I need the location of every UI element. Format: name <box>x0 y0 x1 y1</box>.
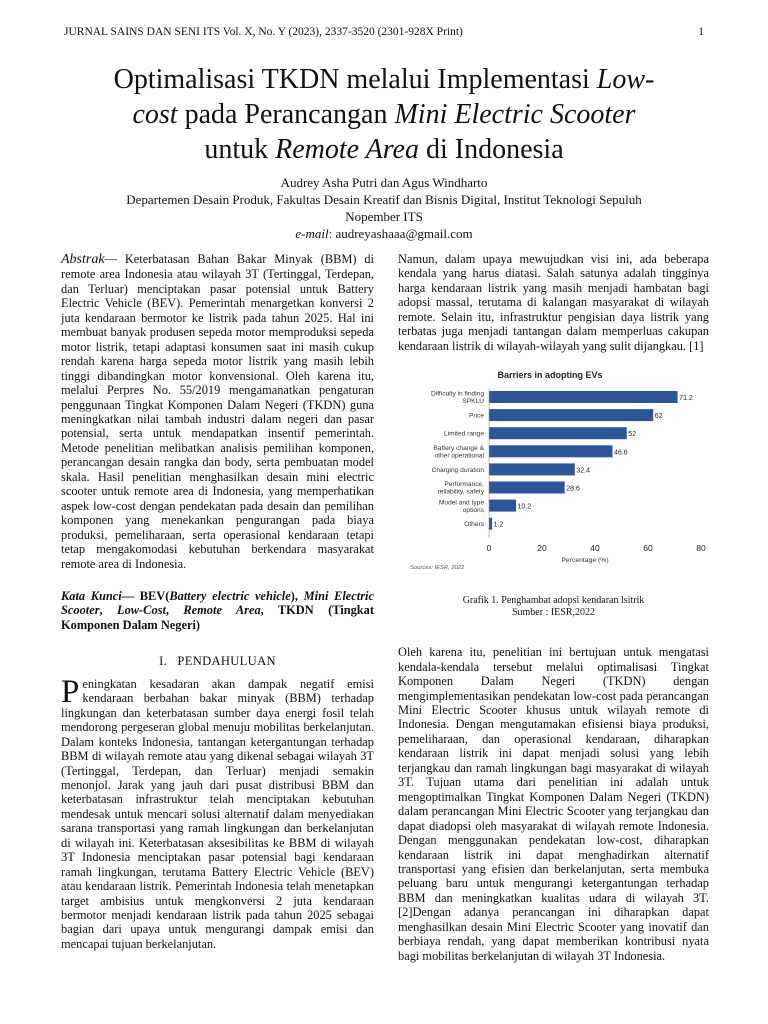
category-label: options <box>462 506 484 514</box>
keyword-text: , <box>165 603 184 618</box>
keyword-text: , TKDN (Tingkat Komponen Dalam Negeri) <box>61 603 374 632</box>
bar-value-label: 46.6 <box>613 449 628 457</box>
chart-bar <box>489 391 678 403</box>
journal-citation: JURNAL SAINS DAN SENI ITS Vol. X, No. Y (2023), 2337-3520 (2301-928X Print) <box>64 26 463 38</box>
chart-bar <box>489 464 575 476</box>
title-part-italic: Low- <box>596 64 655 95</box>
section-heading: I. PENDAHULUAN <box>159 654 276 669</box>
chart-bar <box>489 518 492 530</box>
category-label: Charging duration <box>431 467 484 475</box>
email-separator: : <box>328 226 336 241</box>
right-column <box>398 252 709 963</box>
title-part-italic: Mini Electric Scooter <box>394 99 636 130</box>
paragraph-2: Oleh karena itu, penelitian ini bertujuan untuk mengatasi kendala-kendala tersebut melalui optimalisasi Tingkat Komponen Dalam Negeri (TKDN) dengan mengimplementasikan pendekatan low-cost pada perancangan Mini Electric Scooter khusus untuk wilayah remote di Indonesia. Dengan mengutamakan efisiensi biaya produksi, pemeliharaan, dan operasional kendaraan, diharapkan kendaraan listrik ini dapat menjadi solusi yang lebih terjangkau dan ramah lingkungan bagi masyarakat di wilayah 3T. Tujuan utama dari penelitian ini adalah untuk mengoptimalkan Tingkat Komponen Dalam Negeri (TKDN) dalam perancangan Mini Electric Scooter yang terjangkau dan dapat diadopsi oleh masyarakat di wilayah remote Indonesia. Dengan menggunakan pendekatan low-cost, diharapkan kendaraan listrik ini dapat menghadirkan alternatif transportasi yang efisien dan berkelanjutan, serta membuka peluang baru untuk mengurangi ketergantungan terhadap BBM dan meningkatkan kualitas udara di wilayah 3T. [2]Dengan adanya perancangan ini diharapkan dapat menghasilkan desain Mini Electric Scooter yang inovatif dan berbiaya rendah, yang dapat memberikan kontribusi nyata bagi mobilitas berkelanjutan di wilayah 3T Indonesia. <box>398 645 709 963</box>
figure-caption <box>398 595 709 619</box>
bar-value-label: 28.6 <box>566 485 580 493</box>
keyword-text: BEV( <box>139 588 170 603</box>
abstract-label: Abstrak <box>61 252 105 267</box>
chart-bar <box>489 482 565 494</box>
category-label: Battery change & <box>433 445 484 453</box>
bar-value-label: 62 <box>654 413 663 421</box>
keyword-italic: Low-Cost <box>117 603 166 618</box>
category-label: Price <box>468 412 484 420</box>
barriers-chart <box>398 369 709 587</box>
affiliation-line-1: Departemen Desain Produk, Fakultas Desain Kreatif dan Bisnis Digital, Institut Teknologi Sepuluh <box>126 192 642 207</box>
keyword-italic: Battery electric vehicle <box>169 588 291 603</box>
author-block <box>90 174 678 242</box>
keywords <box>61 589 374 632</box>
intro-text: eningkatan kesadaran akan dampak negatif emisi kendaraan berbahan bakar minyak (BBM) terhadap lingkungan dan keterbatasan sumber daya energi fosil telah mendorong pergeseran global menuju mobilitas berkelanjutan. Dalam konteks Indonesia, tantangan ketergantungan terhadap BBM di wilayah remote atau yang dikenal sebagai wilayah 3T (Tertinggal, Terdepan, dan Terluar) menjadi semakin menonjol. Jarak yang jauh dari pusat distribusi BBM dan keterbatasan infrastruktur telah menciptakan kebutuhan mendesak untuk mencari solusi alternatif dalam menyediakan sarana transportasi yang ramah lingkungan dan berkelanjutan di wilayah ini. Keterbatasan aksesibilitas ke BBM di wilayah 3T Indonesia menciptakan pasar potensial bagi kendaraan ramah lingkungan, terutama Battery Electric Vehicle (BEV) atau kendaraan listrik. Pemerintah Indonesia telah menetapkan target ambisius untuk mengkonversi 2 juta kendaraan bermotor menjadi kendaraan listrik pada tahun 2025 sebagai bagian dari upaya untuk mengurangi dampak emisi dan mencapai tujuan berkelanjutan. <box>61 676 374 951</box>
bar-value-label: 71.2 <box>679 395 693 403</box>
abstract <box>61 252 374 571</box>
caption-title: Grafik 1. Penghambat adopsi kendaran lsitrik <box>462 595 645 607</box>
paragraph-1: Namun, dalam upaya mewujudkan visi ini, ada beberapa kendala yang harus diatasi. Salah satunya adalah tingginya harga kendaraan listrik yang masih menjadi hambatan bagi adopsi massal, terutama di kalangan masyarakat di wilayah remote. Selain itu, infrastruktur pengisian daya listrik yang terbatas juga menjadi tantangan dalam memperluas cakupan kendaraan listrik di wilayah-wilayah yang sulit dijangkau. [1] <box>398 252 709 353</box>
x-tick-label: 20 <box>537 542 547 553</box>
category-label: Model and type <box>438 499 484 507</box>
drop-cap: P <box>61 673 80 710</box>
paper-title <box>40 62 728 167</box>
email-line <box>90 225 678 242</box>
chart-source: Sources: IESR, 2022 <box>410 564 465 571</box>
category-label: reliability, safety <box>437 488 484 496</box>
x-tick-label: 0 <box>486 542 492 553</box>
title-part-italic: Remote Area <box>275 134 419 165</box>
email-address: audreyashaaa@gmail.com <box>335 226 473 241</box>
intro-paragraph <box>61 673 374 952</box>
chart-bar <box>489 445 612 457</box>
abstract-dash: — <box>104 252 125 266</box>
category-label: Performance, <box>444 481 484 489</box>
author-names: Audrey Asha Putri dan Agus Windharto <box>280 175 488 190</box>
chart-figure <box>398 369 709 587</box>
running-header <box>64 26 704 42</box>
keyword-text: , <box>99 603 118 618</box>
left-column <box>61 252 374 951</box>
title-part: Optimalisasi TKDN melalui Implementasi <box>113 64 597 95</box>
keywords-label: Kata Kunci— <box>61 588 140 603</box>
keyword-text: ), <box>290 588 304 603</box>
keyword-italic: Remote Area <box>183 603 261 618</box>
email-label: e-mail <box>295 226 329 241</box>
category-label: Others <box>464 521 484 529</box>
x-tick-label: 40 <box>590 542 600 553</box>
page-number: 1 <box>698 26 704 38</box>
chart-bar <box>489 427 627 439</box>
bar-value-label: 1.2 <box>493 521 504 529</box>
category-label: Difficulty in finding <box>430 390 484 398</box>
category-label: Limited range <box>444 430 484 438</box>
title-part: di Indonesia <box>418 134 564 165</box>
chart-title: Barriers in adopting EVs <box>497 370 603 381</box>
title-part-italic: cost <box>132 99 178 130</box>
x-tick-label: 80 <box>696 542 706 553</box>
chart-bar <box>489 409 653 421</box>
affiliation-line-2: Nopember ITS <box>345 209 423 224</box>
category-label: SPKLU <box>462 398 484 406</box>
bar-value-label: 10.2 <box>517 503 532 511</box>
title-part: pada Perancangan <box>177 99 395 130</box>
caption-source: Sumber : IESR,2022 <box>511 607 596 619</box>
bar-value-label: 52 <box>628 431 637 439</box>
x-axis-label: Percentage (%) <box>561 556 609 564</box>
chart-bar <box>489 500 516 512</box>
x-tick-label: 60 <box>643 542 653 553</box>
bar-value-label: 32.4 <box>576 467 590 475</box>
abstract-text: Keterbatasan Bahan Bakar Minyak (BBM) di remote area Indonesia atau wilayah 3T (Tertinggal, Terdepan, dan Terluar) menciptakan pasar potensial untuk Battery Electric Vehicle (BEV). Pemerintah menargetkan konversi 2 juta kendaraan bermotor ke listrik pada tahun 2025. Hal ini membuat banyak produsen sepeda motor memproduksi sepeda motor listrik, tetapi adaptasi konsumen saat ini masih cukup rendah karena harga sepeda motor listrik yang masih lebih tinggi dibandingkan motor konvensional. Oleh karena itu, melalui Perpres No. 55/2019 mengamanatkan pengaturan penggunaan Tingkat Komponen Dalam Negeri (TKDN) guna meningkatkan nilai tambah industri dalam negeri dan pasar potensial, serta untuk mendapatkan insentif pemerintah. Metode penelitian melibatkan analisis pemilihan komponen, perancangan desain rangka dan body, serta pembuatan model skala. Hasil penelitian menghasilkan desain mini electric scooter untuk remote area di Indonesia, yang memperhatikan aspek low-cost dengan pendekatan pada desain dan pemilihan komponen yang menekankan pengurangan pada biaya produksi, pemeliharaan, serta operasional kendaraan tetapi tetap mengakomodasi kebutuhan berkendara masyarakat remote area di Indonesia. <box>61 252 374 571</box>
category-label: other operational <box>434 452 484 460</box>
keyword-italic: Mini Electric Scooter <box>61 588 374 618</box>
title-part: untuk <box>204 134 276 165</box>
